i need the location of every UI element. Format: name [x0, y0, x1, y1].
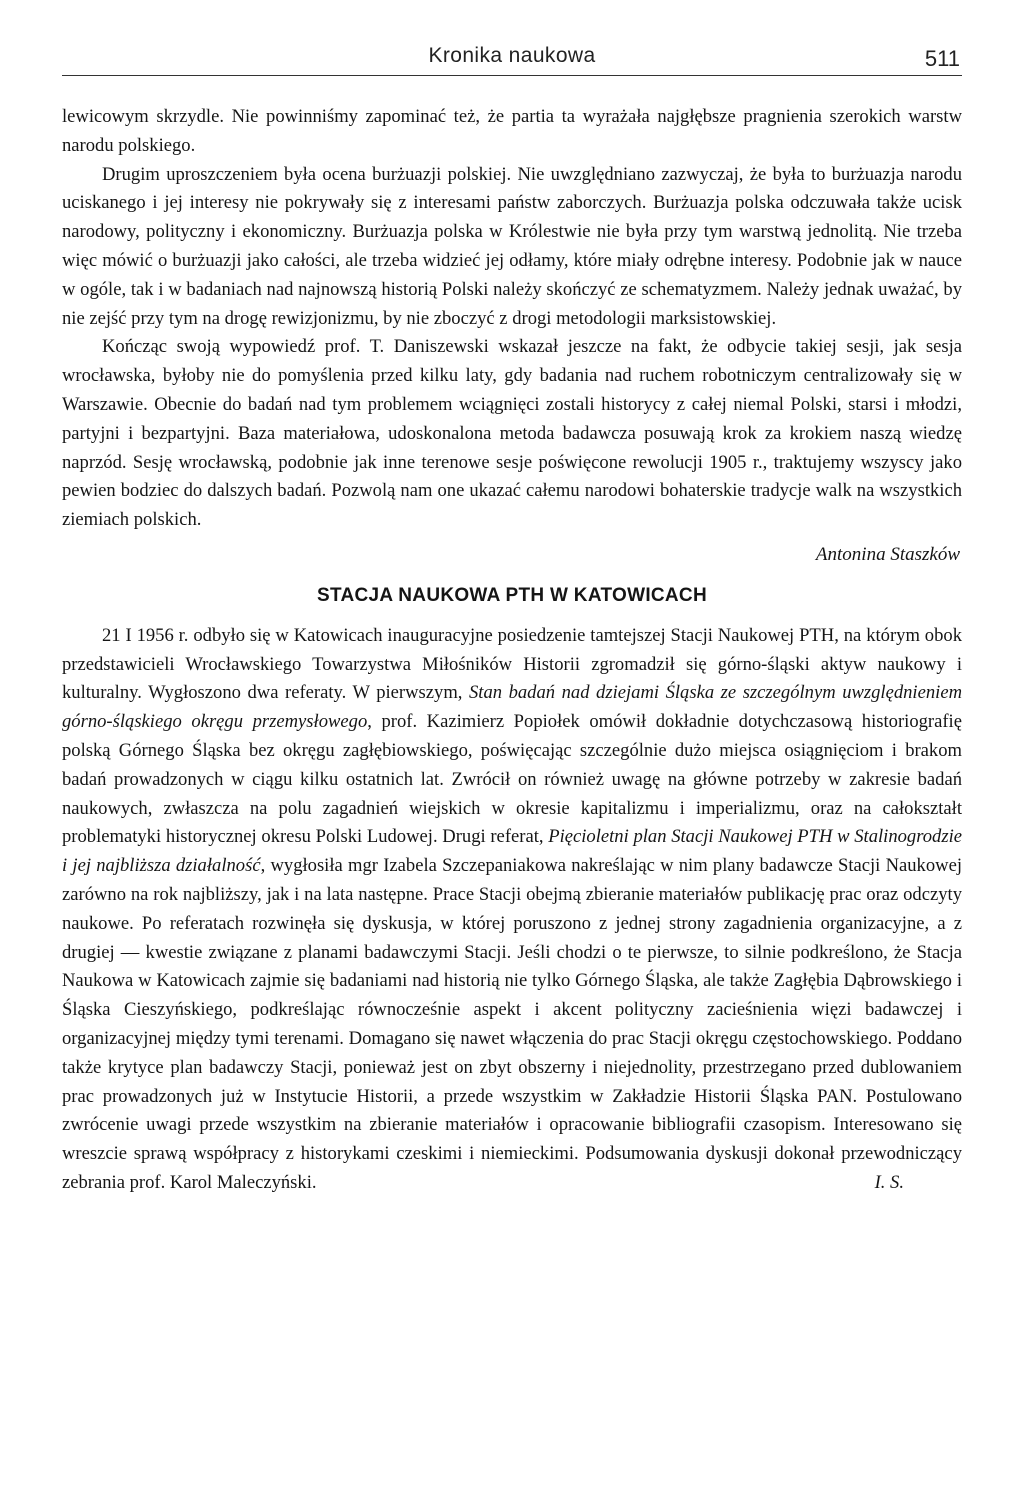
referat-title: Stan badań nad dziejami Śląska ze szczególnym uwzględnieniem górno-śląskiego okręgu przemysłowego — [62, 682, 962, 733]
paragraph — [62, 622, 962, 1198]
paragraph-continued: lewicowym skrzydle. Nie powinniśmy zapominać też, że partia ta wyrażała najgłębsze pragnienia szerokich warstw narodu polskiego. — [62, 106, 962, 156]
page-number: 511 — [924, 46, 960, 71]
paragraph: Kończąc swoją wypowiedź prof. T. Daniszewski wskazał jeszcze na fakt, że odbycie takiej sesji, jak sesja wrocławska, byłoby nie do pomyślenia przed kilku laty, gdy badania nad ruchem robotniczym centralizowały się w Warszawie. Obecnie do badań nad tym problemem wciągnięci zostali historycy z całej niemal Polski, starsi i młodzi, partyjni i bezpartyjni. Baza materiałowa, udoskonalona metoda badawcza posuwają krok za krokiem naszą wiedzę naprzód. Sesję wrocławską, podobnie jak inne terenowe sesje poświęcone rewolucji 1905 r., traktujemy wszyscy jako pewien bodziec do dalszych badań. Pozwolą nam one ukazać całemu narodowi bohaterskie tradycje walk na wszystkich ziemiach polskich. — [62, 336, 962, 531]
text-run: , prof. Kazimierz Popiołek omówił dokładnie dotychczasową historiografię polską Górnego Śląska bez okręgu zagłębiowskiego, poświęcając szczególnie dużo miejsca osiągnięciom i brakom badań prowadzonych w ciągu kilku ostatnich lat. Zwrócił on również uwagę na główne potrzeby w zakresie badań naukowych, zwłaszcza na polu zagadnień wiejskich w okresie kapitalizmu i imperializmu, oraz na całokształt problematyki historycznej okresu Polski Ludowej. Drugi referat, — [62, 711, 962, 848]
author-signature: Antonina Staszków — [815, 543, 960, 565]
text-run: , wygłosiła mgr Izabela Szczepaniakowa nakreślając w nim plany badawcze Stacji Naukowej zarówno na rok najbliższy, jak i na lata następne. Prace Stacji obejmą zbieranie materiałów publikację prac oraz odczyty naukowe. Po referatach rozwinęła się dyskusja, w której poruszono z jednej strony zagadnienia organizacyjne, a z drugiej — kwestie związane z planami badawczymi Stacji. Jeśli chodzi o te pierwsze, to silnie podkreślono, że Stacja Naukowa w Katowicach zajmie się badaniami nad historią nie tylko Górnego Śląska, ale także Zagłębia Dąbrowskiego i Śląska Cieszyńskiego, podkreślając równocześnie aspekt i akcent polityczny zacieśnienia więzi badawczej i organizacyjnej między tymi terenami. Domagano się nawet włączenia do prac Stacji okręgu częstochowskiego. Poddano także krytyce plan badawczy Stacji, ponieważ jest on zbyt obszerny i niejednolity, przestrzegano przed dublowaniem prac prowadzonych już w Instytucie Historii, a przede wszystkim w Zakładzie Historii Śląska PAN. Postulowano zwrócenie uwagi przede wszystkim na zbieranie materiałów i opracowanie bibliografii czasopism. Interesowano się wreszcie sprawą współpracy z historykami czeskimi i niemieckimi. Podsumowania dyskusji dokonał przewodniczący zebrania prof. Karol Maleczyński. — [62, 855, 962, 1193]
paragraph: Drugim uproszczeniem była ocena burżuazji polskiej. Nie uwzględniano zazwyczaj, że była to burżuazja narodu uciskanego i jej interesy nie pokrywały się z interesami państw zaborczych. Burżuazja polska odczuwała także ucisk narodowy, polityczny i ekonomiczny. Burżuazja polska w Królestwie nie była przy tym warstwą jednolitą. Nie trzeba więc mówić o burżuazji jako całości, ale trzeba widzieć jej odłamy, które miały odrębne interesy. Podobnie jak w nauce w ogóle, tak i w badaniach nad najnowszą historią Polski należy skończyć ze schematyzmem. Należy jednak uważać, by nie zejść przy tym na drogę rewizjonizmu, by nie zboczyć z drogi metodologii marksistowskiej. — [62, 163, 962, 329]
page-content — [62, 103, 962, 1198]
section-title: STACJA NAUKOWA PTH W KATOWICACH — [317, 584, 707, 606]
referat-title: Pięcioletni plan Stacji Naukowej PTH w Stalinogrodzie i jej najbliższa działalność — [62, 826, 963, 877]
text-run: 21 I 1956 r. odbyło się w Katowicach inauguracyjne posiedzenie tamtejszej Stacji Naukowej PTH, na którym obok przedstawicieli Wrocławskiego Towarzystwa Miłośników Historii zgromadził się górno-śląski aktyw naukowy i kulturalny. Wygłoszono dwa referaty. W pierwszym, — [62, 624, 962, 704]
page-header — [62, 40, 962, 80]
author-initials: I. S. — [874, 1171, 904, 1193]
header-rule — [62, 75, 962, 76]
running-title: Kronika naukowa — [428, 44, 596, 67]
